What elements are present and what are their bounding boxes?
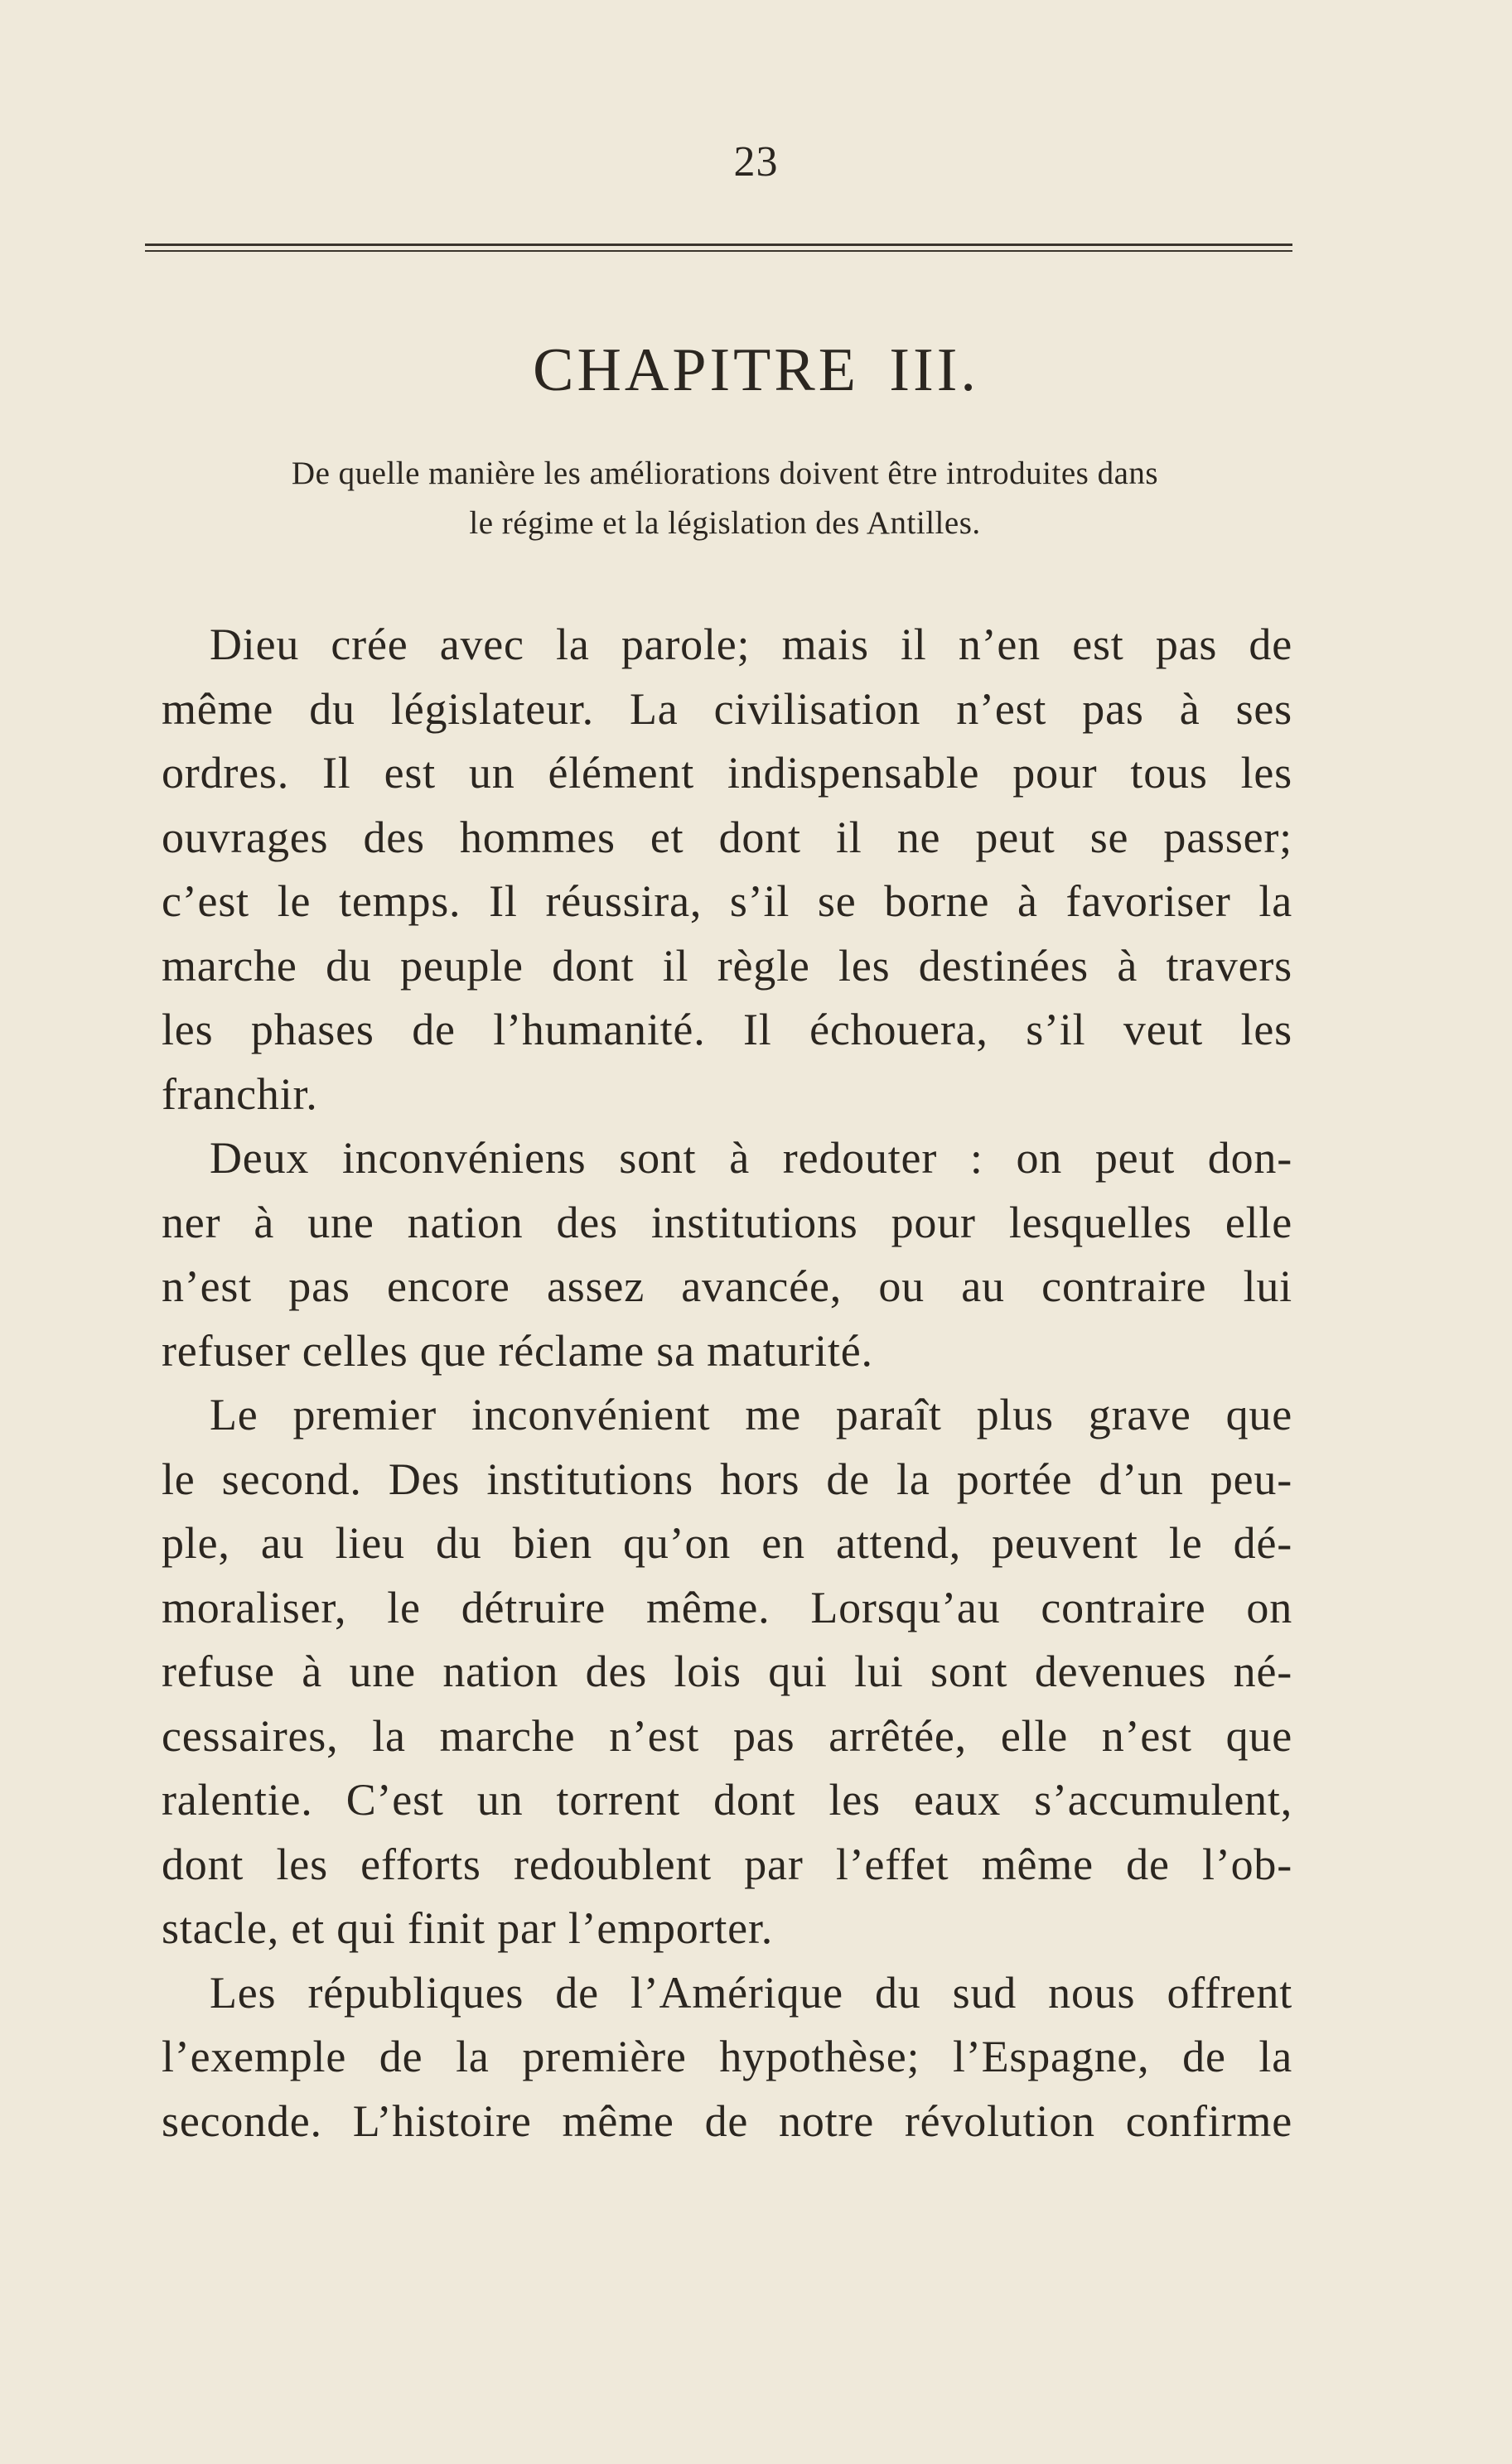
text-line: Deux inconvéniens sont à redouter : on peut don- [210, 1133, 1292, 1183]
text-line: même du législateur. La civilisation n’est pas à ses [162, 683, 1292, 734]
header-rule-thin [145, 250, 1292, 252]
text-line: ouvrages des hommes et dont il ne peut se passer; [162, 812, 1292, 862]
header-rule [145, 244, 1292, 246]
text-line: n’est pas encore assez avancée, ou au contraire lui [162, 1261, 1292, 1311]
chapter-title: CHAPITRE III. [533, 336, 979, 404]
subtitle-line: De quelle manière les améliorations doivent être introduites dans [291, 456, 1159, 491]
text-line: ordres. Il est un élément indispensable pour tous les [162, 748, 1292, 798]
page-number: 23 [733, 138, 779, 186]
text-line: Les républiques de l’Amérique du sud nous offrent [210, 1967, 1292, 2018]
text-line: l’exemple de la première hypothèse; l’Espagne, de la [162, 2032, 1292, 2081]
text-line: franchir. [162, 1068, 318, 1119]
text-line: le second. Des institutions hors de la portée d’un peu- [162, 1454, 1292, 1504]
body-text [162, 613, 1292, 2153]
text-line: marche du peuple dont il règle les destinées à travers [162, 940, 1292, 991]
text-line: ner à une nation des institutions pour lesquelles elle [162, 1197, 1292, 1247]
text-line: Le premier inconvénient me paraît plus grave que [210, 1390, 1292, 1439]
text-line: les phases de l’humanité. Il échouera, s’il veut les [162, 1005, 1292, 1054]
text-line: cessaires, la marche n’est pas arrêtée, elle n’est que [162, 1710, 1292, 1761]
subtitle-line: le régime et la législation des Antilles. [469, 505, 981, 541]
text-line: refuse à une nation des lois qui lui sont devenues né- [162, 1647, 1292, 1696]
text-line: refuser celles que réclame sa maturité. [162, 1325, 873, 1376]
text-line: seconde. L’histoire même de notre révolution confirme [162, 2095, 1292, 2146]
chapter-subtitle [157, 449, 1292, 548]
text-line: ple, au lieu du bien qu’on en attend, peuvent le dé- [162, 1518, 1292, 1568]
text-line: dont les efforts redoublent par l’effet même de l’ob- [162, 1839, 1292, 1889]
text-line: moraliser, le détruire même. Lorsqu’au contraire on [162, 1582, 1292, 1632]
text-line: ralentie. C’est un torrent dont les eaux s’accumulent, [162, 1775, 1292, 1825]
text-line: Dieu crée avec la parole; mais il n’en est pas de [210, 620, 1292, 669]
text-line: c’est le temps. Il réussira, s’il se borne à favoriser la [162, 876, 1292, 926]
text-line: stacle, et qui finit par l’emporter. [162, 1903, 774, 1953]
